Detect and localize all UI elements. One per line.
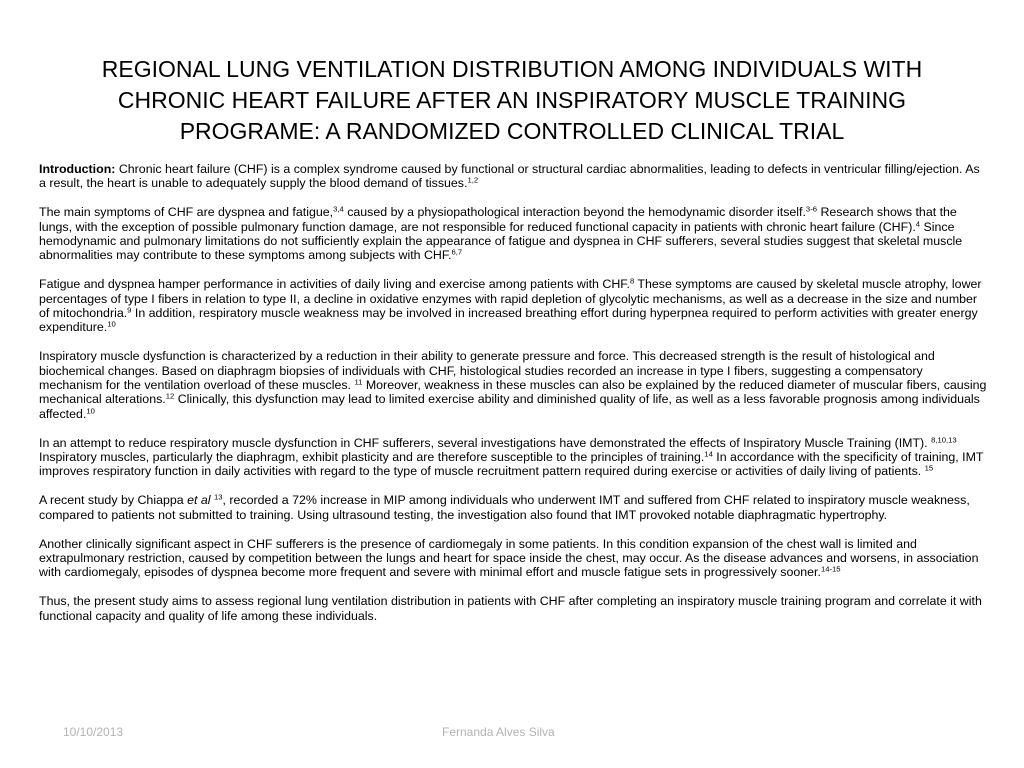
citation-superscript: 3-6 [805,204,818,214]
section-heading: Introduction: [39,162,116,176]
paragraph-text: Inspiratory muscle dysfunction is characterized by a reduction in their ability to generate pressure and force. This decreased strength is the result of histological and biochemical changes. Based on diaphragm biopsies of individuals with CHF, histological studies recorded an increase in type I fibers, suggesting a compensatory mechanism for the ventilation overload of these muscles. [39,349,935,392]
paragraph-text: caused by a physiopathological interaction beyond the hemodynamic disorder itself. [343,205,806,220]
citation-superscript: 11 [354,377,363,387]
citation-superscript: 10 [86,405,95,415]
citation-superscript: 8,10,13 [931,435,957,445]
body-paragraph [39,537,987,580]
paragraph-text: These symptoms are caused by skeletal muscle atrophy, lower percentages of type I fibers in relation to type II, a decline in oxidative enzymes with rapid depletion of glycolytic mechanisms, as well as a decrease in the size and number of mitochondria. [39,277,982,320]
citation-superscript: 10 [107,319,116,329]
footer-date: 10/10/2013 [63,725,124,739]
citation-superscript: 8 [629,276,635,286]
body-paragraph [39,436,987,479]
paragraph-text: Fatigue and dyspnea hamper performance in activities of daily living and exercise among patients with CHF. [39,277,630,292]
body-paragraph [39,349,987,420]
paragraph-text: Chronic heart failure (CHF) is a complex syndrome caused by functional or structural cardiac abnormalities, leading to defects in ventricular filling/ejection. As a result, the heart is unable to adequately supply the blood demand of tissues. [39,162,980,191]
citation-superscript: 9 [127,305,132,315]
citation-superscript: 6,7 [451,247,463,257]
body-paragraph [39,594,987,623]
body-paragraph [39,277,987,334]
paragraph-text: Moreover, weakness in these muscles can also be explained by the reduced diameter of muscular fibers, causing mechanical alterations. [39,377,987,407]
citation-superscript: 14-15 [820,564,841,574]
paragraph-text: Another clinically significant aspect in CHF sufferers is the presence of cardiomegaly in some patients. In this condition expansion of the chest wall is limited and extrapulmonary restriction, caused by competition between the lungs and heart for space inside the chest, may occur. As the disease advances and worsens, in association with cardiomegaly, episodes of dyspnea become more frequent and severe with minimal effort and muscle fatigue sets in progressively sooner. [39,536,979,580]
body-paragraph [39,205,987,262]
citation-superscript: 12 [165,391,175,401]
paragraph-text: A recent study by Chiappa [39,493,188,508]
paragraph-text: Clinically, this dysfunction may lead to limited exercise ability and diminished quality of life, as well as a less favorable prognosis among individuals affected. [39,392,980,421]
citation-superscript: 1,2 [467,175,479,185]
slide-body [39,162,987,638]
paragraph-text: The main symptoms of CHF are dyspnea and fatigue, [39,205,334,220]
paragraph-text: In accordance with the specificity of training, IMT improves respiratory function in daily activities with regard to the type of muscle recruitment pattern required during exercise or activities of daily living of patients. [39,449,984,479]
slide-title: REGIONAL LUNG VENTILATION DISTRIBUTION AMONG INDIVIDUALS WITH CHRONIC HEART FAILURE AFTER AN INSPIRATORY MUSCLE TRAINING PROGRAME: A RANDOMIZED CONTROLLED CLINICAL TRIAL [101,56,923,144]
paragraph-text: In an attempt to reduce respiratory muscle dysfunction in CHF sufferers, several investigations have demonstrated the effects of Inspiratory Muscle Training (IMT). [39,435,932,450]
paragraph-text: Since hemodynamic and pulmonary limitations do not sufficiently explain the appearance of fatigue and dyspnea in CHF sufferers, several studies suggest that skeletal muscle abnormalities may contribute to these symptoms among subjects with CHF. [39,219,963,263]
paragraph-text: Research shows that the lungs, with the exception of possible pulmonary function damage, are not responsible for reduced functional capacity in patients with chronic heart failure (CHF). [39,205,957,234]
footer-text: Fernanda Alves Silva [442,725,555,739]
paragraph-text: In addition, respiratory muscle weakness may be involved in increased breathing effort during hyperpnea required to perform activities with greater energy expenditure. [39,305,978,335]
paragraph-text: Inspiratory muscles, particularly the diaphragm, exhibit plasticity and are therefore susceptible to the principles of training. [39,449,705,464]
paragraph-text: , recorded a 72% increase in MIP among individuals who underwent IMT and suffered from CHF related to inspiratory muscle weakness, compared to patients not submitted to training. Using ultrasound testing, the investigation also found that IMT provoked notable diaphragmatic hypertrophy. [39,493,970,522]
paragraph-text: Thus, the present study aims to assess regional lung ventilation distribution in patients with CHF after completing an inspiratory muscle training program and correlate it with functional capacity and quality of life among these individuals. [39,594,982,623]
citation-superscript: 4 [915,219,921,229]
citation-superscript: 14 [704,449,713,459]
body-paragraph [39,493,987,522]
body-paragraph [39,162,987,191]
citation-superscript: 3,4 [333,204,344,214]
citation-superscript: 13 [213,492,223,502]
citation-superscript: 15 [924,463,934,473]
paragraph-text: et al [187,493,211,508]
